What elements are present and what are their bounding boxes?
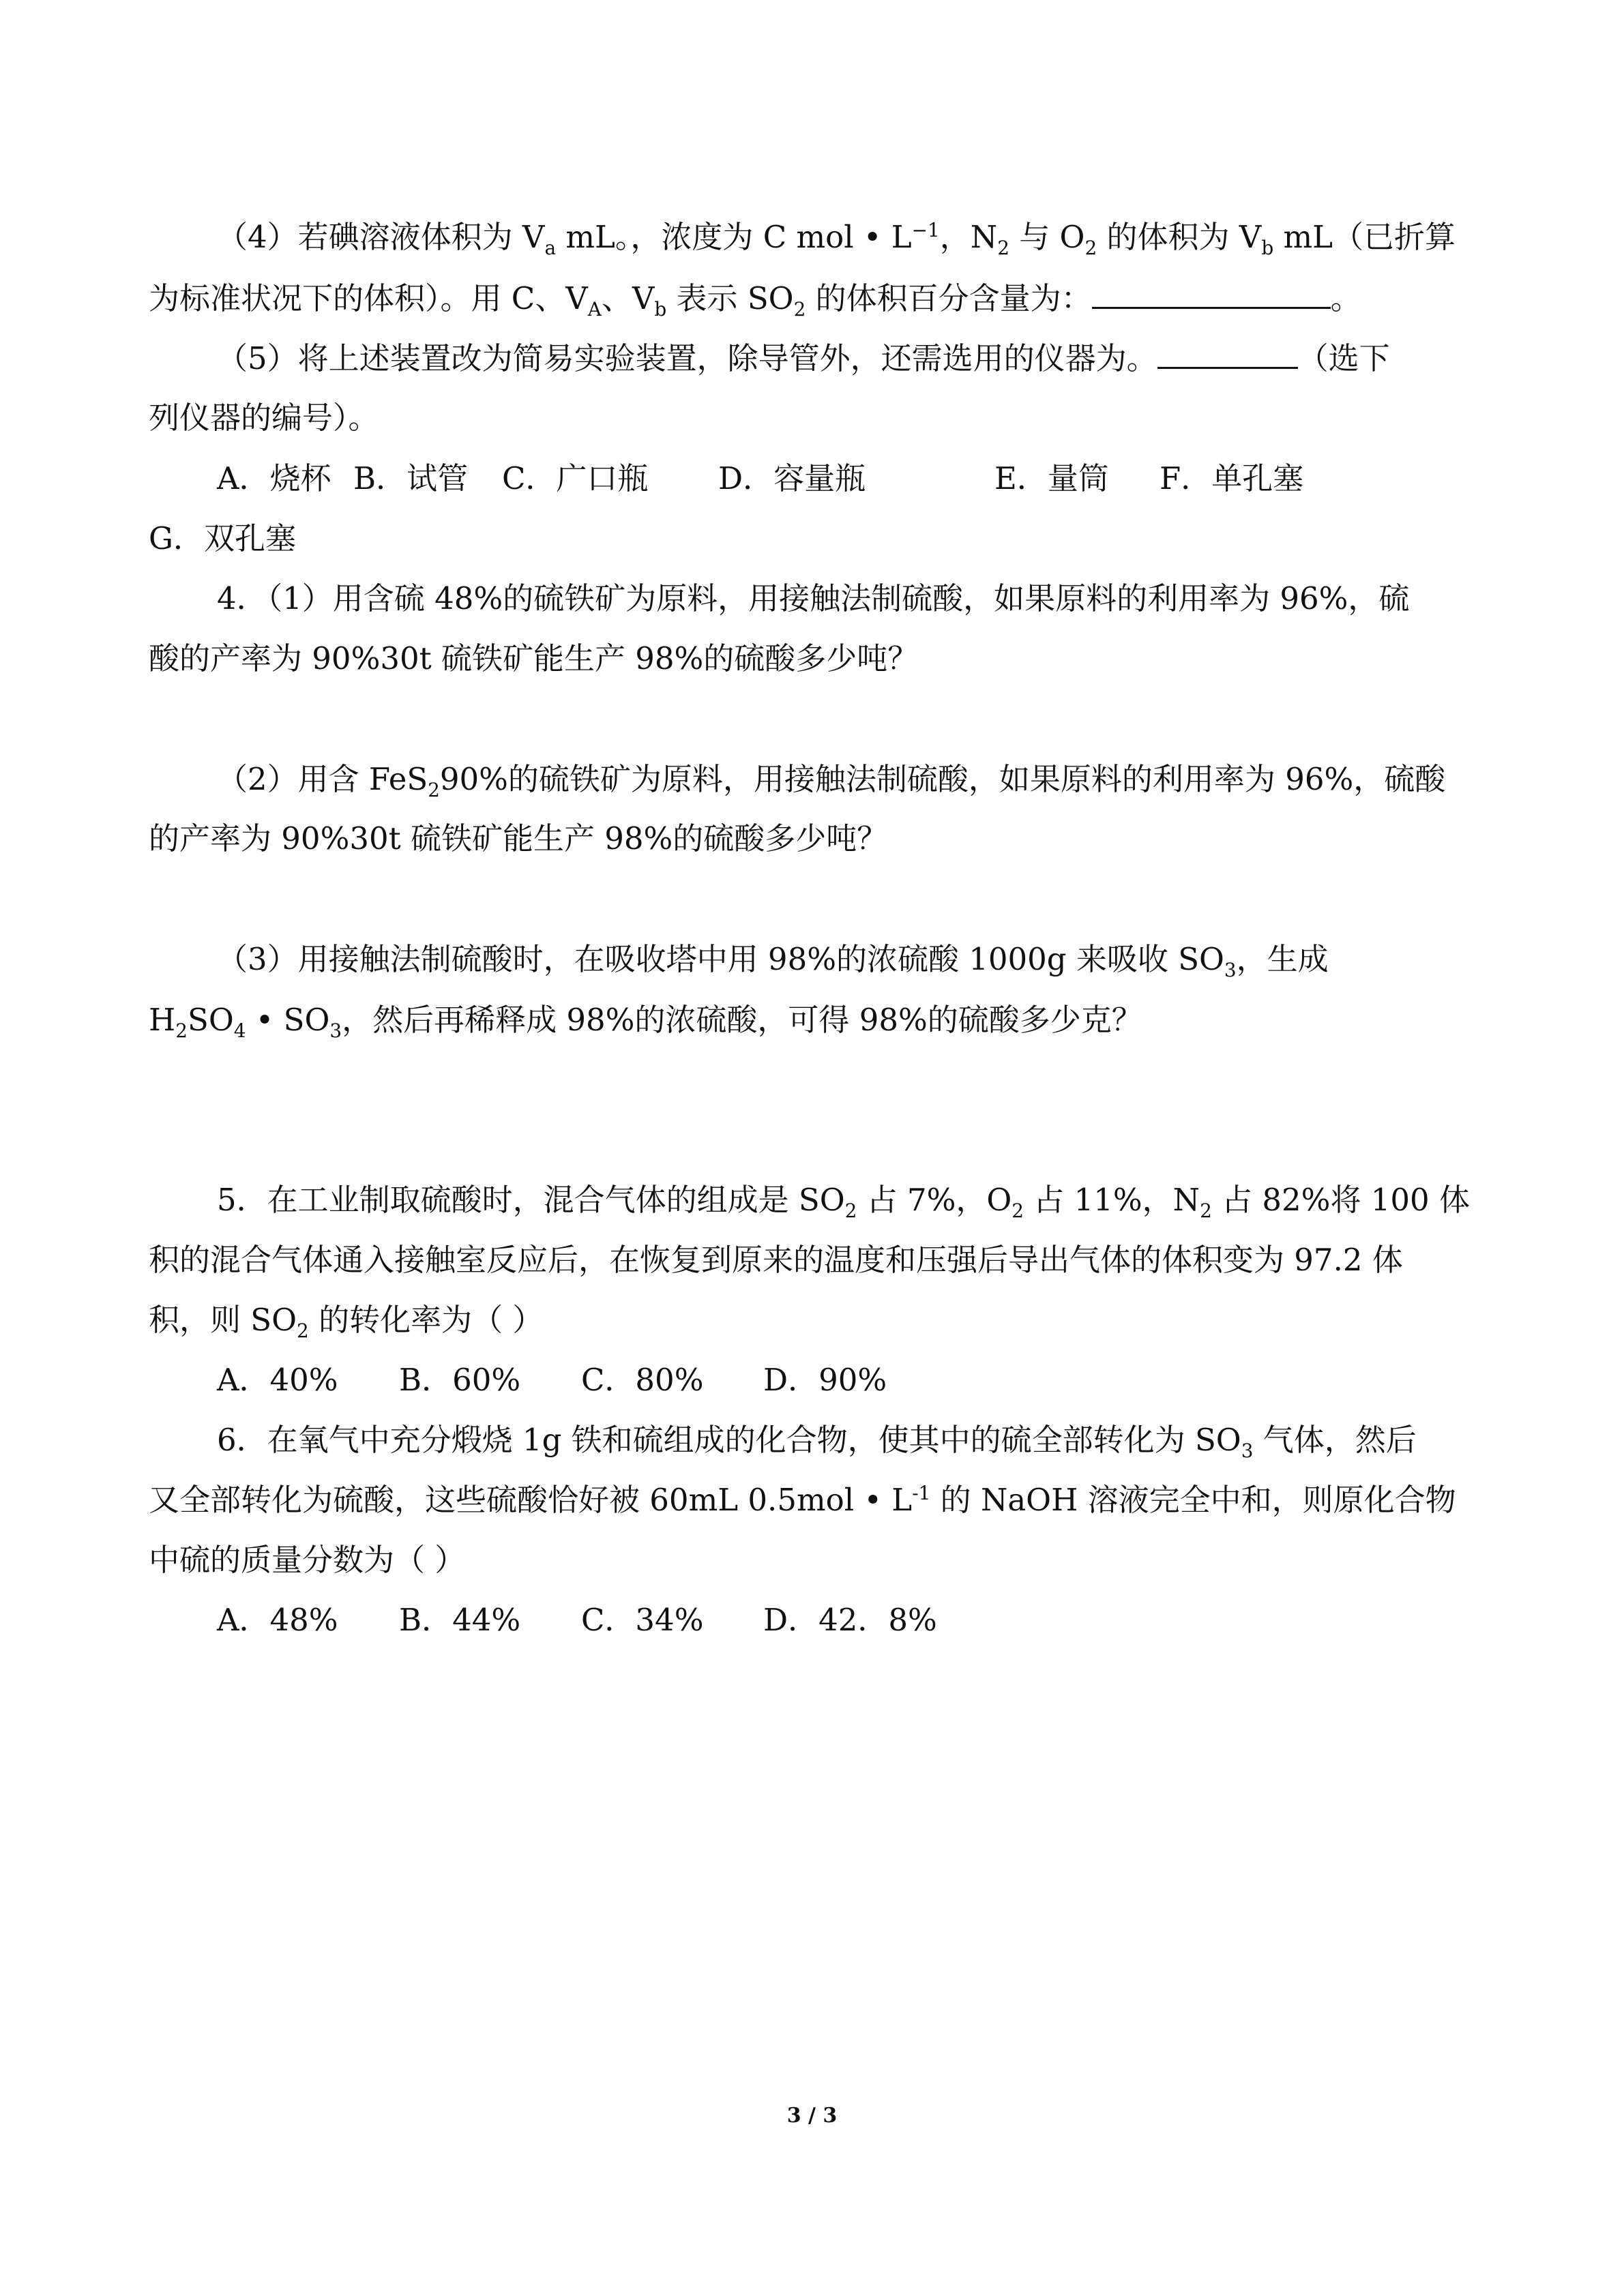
q6-option-a[interactable]: A．48% [217, 1602, 338, 1638]
option-f[interactable]: F．单孔塞 [1160, 460, 1304, 496]
answer-blank[interactable] [1092, 278, 1331, 309]
q4-part3-line1: （3）用接触法制硫酸时，在吸收塔中用 98%的浓硫酸 1000g 来吸收 $SO_3$，生成 [217, 941, 1329, 981]
q5-line1: 5．在工业制取硫酸时，混合气体的组成是 $SO_2$ 占 7%，$O_2$ 占 11%，$N_2$ 占 82%将 100 体 [217, 1182, 1470, 1222]
option-c[interactable]: C．广口瓶 [502, 460, 649, 496]
page-number: 3 / 3 [786, 2104, 838, 2128]
q6-line2: 又全部转化为硫酸，这些硫酸恰好被 60mL 0.5mol • $L^{-1}$ 的 NaOH 溶液完全中和，则原化合物 [149, 1482, 1456, 1518]
q3-part5-line2: 列仪器的编号）。 [149, 400, 379, 436]
q4-part3-line2: $H_2SO_4$ • $SO_3$，然后再稀释成 98%的浓硫酸，可得 98%的硫酸多少克？ [149, 1002, 1142, 1042]
option-e[interactable]: E．量筒 [994, 460, 1109, 496]
q5-options [217, 1360, 887, 1401]
q4-part2-line2: 的产率为 90%30t 硫铁矿能生产 98%的硫酸多少吨？ [149, 820, 888, 856]
option-g[interactable]: G．双孔塞 [149, 520, 296, 556]
q3-part5-line1: （5）将上述装置改为简易实验装置，除导管外，还需选用的仪器为。 （选下 [217, 338, 1390, 379]
q5-line2: 积的混合气体通入接触室反应后，在恢复到原来的温度和压强后导出气体的体积变为 97.2 体 [149, 1242, 1403, 1278]
q6-options [217, 1600, 937, 1641]
option-d[interactable]: D．容量瓶 [718, 460, 866, 496]
q6-option-b[interactable]: B．44% [399, 1602, 521, 1638]
q5-option-a[interactable]: A．40% [217, 1362, 338, 1398]
q4-part1-line2: 酸的产率为 90%30t 硫铁矿能生产 98%的硫酸多少吨？ [149, 640, 919, 676]
option-b[interactable]: B．试管 [353, 460, 469, 496]
q5-line3: 积，则 $SO_2$ 的转化率为（ ） [149, 1302, 544, 1342]
answer-blank[interactable] [1157, 338, 1298, 369]
option-a[interactable]: A．烧杯 [217, 460, 331, 496]
q6-line3: 中硫的质量分数为（ ） [149, 1542, 466, 1578]
q5-option-b[interactable]: B．60% [399, 1362, 521, 1398]
q5-option-d[interactable]: D．90% [763, 1362, 887, 1398]
q6-option-c[interactable]: C．34% [581, 1602, 704, 1638]
q4-part1-line1: 4．（1）用含硫 48%的硫铁矿为原料，用接触法制硫酸，如果原料的利用率为 96%，硫 [217, 580, 1410, 616]
q3-options [217, 458, 1303, 499]
q5-option-c[interactable]: C．80% [581, 1362, 704, 1398]
q3-part4-line1: （4）若碘溶液体积为 $V_a$ mL。，浓度为 C mol • $L^{-1}$，$N_2$ 与 $O_2$ 的体积为 $V_b$ mL（已折算 [217, 219, 1456, 259]
q6-option-d[interactable]: D．42．8% [763, 1602, 937, 1638]
q3-part4-line2: 为标准状况下的体积）。用 C、$V_A$、$V_b$ 表示 $SO_2$ 的体积百分含量为： 。 [149, 278, 1361, 319]
q4-part2-line1: （2）用含 FeS$_2$90%的硫铁矿为原料，用接触法制硫酸，如果原料的利用率为 96%，硫酸 [217, 761, 1446, 801]
q6-line1: 6．在氧气中充分煅烧 1g 铁和硫组成的化合物，使其中的硫全部转化为 $SO_3$ 气体，然后 [217, 1422, 1417, 1462]
